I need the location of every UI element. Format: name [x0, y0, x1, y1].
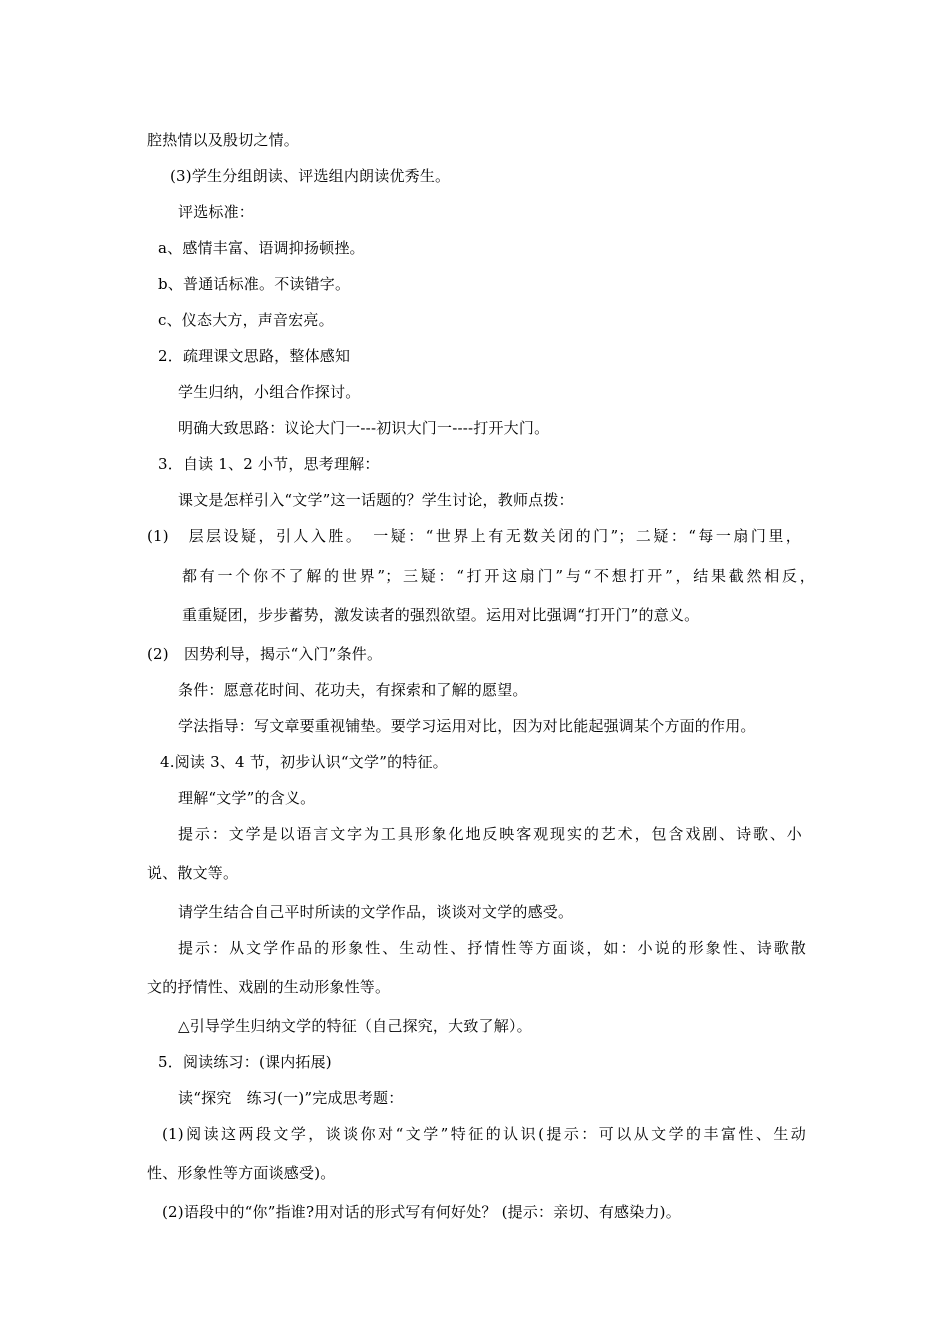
- text-line: (2)语段中的“你”指谁?用对话的形式写有何好处？ (提示：亲切、有感染力)。: [162, 1203, 681, 1221]
- text-line: (1) 层层设疑，引人入胜。 一疑：“世界上有无数关闭的门”；二疑：“每一扇门里，: [147, 527, 801, 545]
- text-line: c、仪态大方，声音宏亮。: [158, 311, 334, 329]
- text-line: 请学生结合自己平时所读的文学作品，谈谈对文学的感受。: [178, 903, 574, 921]
- text-line: b、普通话标准。不读错字。: [158, 275, 351, 293]
- text-line: 说、散文等。: [147, 864, 239, 882]
- text-line: 理解“文学”的含义。: [178, 789, 316, 807]
- text-line: 课文是怎样引入“文学”这一话题的？学生讨论，教师点拨：: [178, 491, 574, 509]
- text-line: (2) 因势利导，揭示“入门”条件。: [147, 645, 383, 663]
- text-line: 4.阅读 3、4 节，初步认识“文学”的特征。: [160, 753, 448, 771]
- text-line: 明确大致思路：议论大门一---初识大门一----打开大门。: [178, 419, 550, 437]
- text-line: 性、形象性等方面谈感受)。: [147, 1164, 336, 1182]
- text-line: 提示：从文学作品的形象性、生动性、抒情性等方面谈，如：小说的形象性、诗歌散: [178, 939, 806, 957]
- text-line: a、感情丰富、语调抑扬顿挫。: [158, 239, 365, 257]
- text-line: 读“探究 练习(一)”完成思考题：: [178, 1089, 404, 1107]
- text-line: 评选标准：: [178, 203, 255, 221]
- text-line: 5．阅读练习：(课内拓展): [158, 1053, 332, 1071]
- text-line: (3)学生分组朗读、评选组内朗读优秀生。: [170, 167, 451, 185]
- text-line: 腔热情以及殷切之情。: [147, 131, 300, 149]
- text-line: 提示：文学是以语言文字为工具形象化地反映客观现实的艺术，包含戏剧、诗歌、小: [178, 825, 802, 843]
- text-line: 3．自读 1、2 小节，思考理解：: [158, 455, 380, 473]
- text-line: 2．疏理课文思路，整体感知: [158, 347, 351, 365]
- text-line: (1)阅读这两段文学，谈谈你对“文学”特征的认识(提示：可以从文学的丰富性、生动: [162, 1125, 806, 1143]
- text-line: △引导学生归纳文学的特征（自己探究，大致了解）。: [178, 1017, 532, 1035]
- text-line: 重重疑团，步步蓄势，激发读者的强烈欲望。运用对比强调“打开门”的意义。: [182, 606, 700, 624]
- text-line: 学法指导：写文章要重视铺垫。要学习运用对比，因为对比能起强调某个方面的作用。: [178, 717, 756, 735]
- text-line: 学生归纳，小组合作探讨。: [178, 383, 361, 401]
- text-line: 都有一个你不了解的世界”；三疑：“打开这扇门”与“不想打开”，结果截然相反，: [182, 567, 815, 585]
- text-line: 文的抒情性、戏剧的生动形象性等。: [147, 978, 391, 996]
- text-line: 条件：愿意花时间、花功夫，有探索和了解的愿望。: [178, 681, 528, 699]
